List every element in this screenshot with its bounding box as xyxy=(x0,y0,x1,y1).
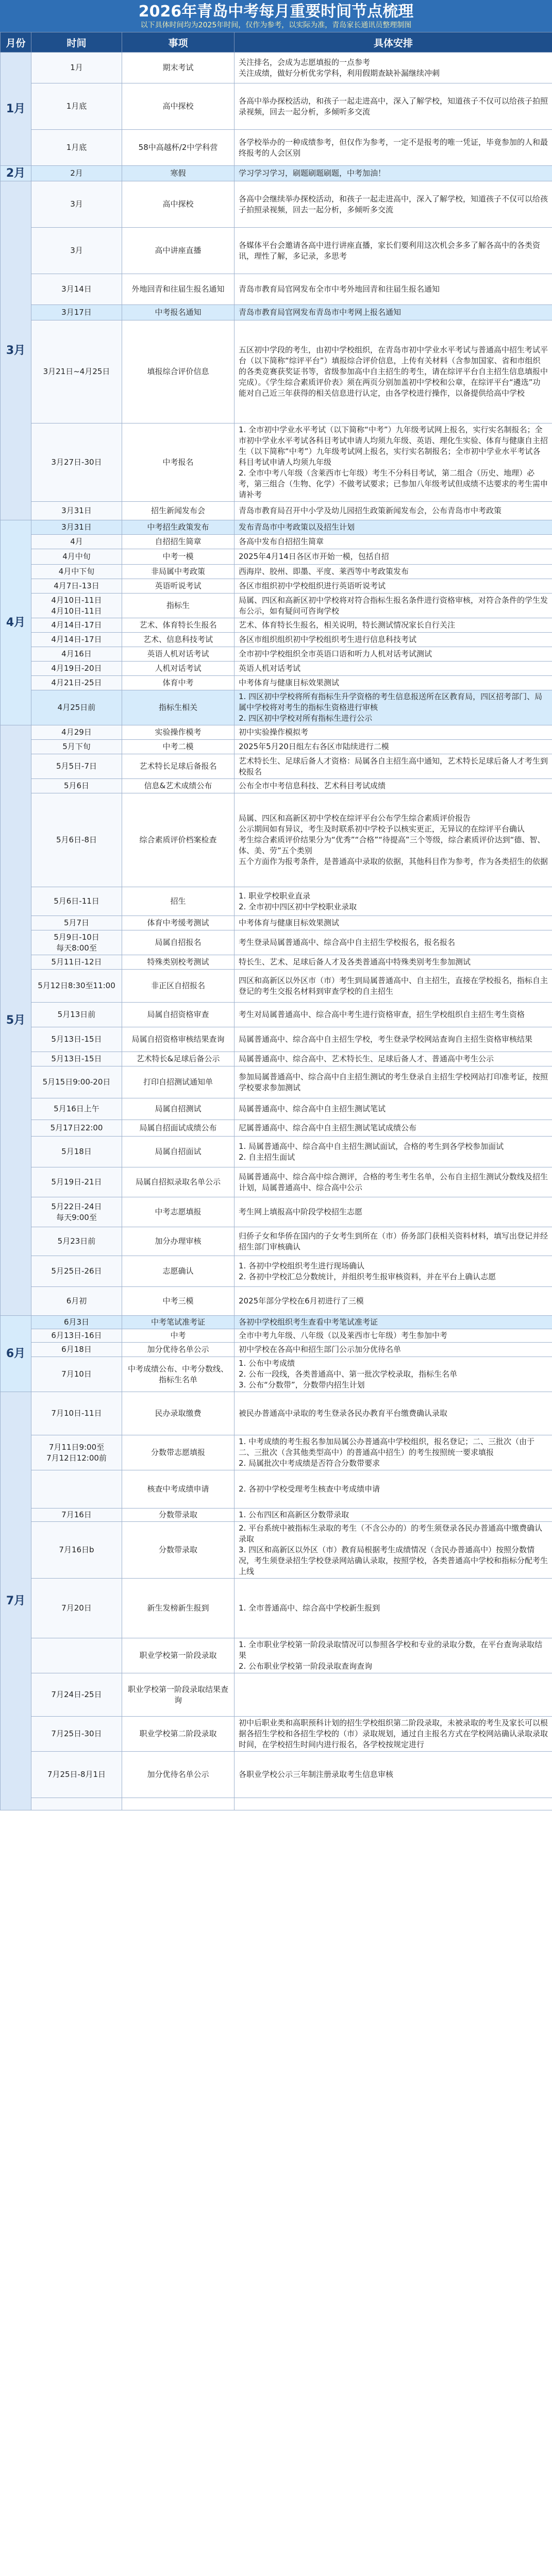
time-cell: 5月7日 xyxy=(31,916,122,930)
event-cell: 核查中考成绩申请 xyxy=(122,1470,235,1509)
event-cell: 中考三模 xyxy=(122,1287,235,1316)
event-cell: 特殊类别校考测试 xyxy=(122,955,235,970)
table-row xyxy=(1,1120,552,1137)
detail-cell: 参加局属普通高中、综合高中自主招生测试的考生登录自主招生学校网站打印准考证，按照学校要求参加测试 xyxy=(235,1066,552,1098)
table-row xyxy=(1,579,552,594)
event-cell: 中考笔试准考证 xyxy=(122,1316,235,1329)
detail-cell: 各职业学校公示三年制注册录取考生信息审核 xyxy=(235,1752,552,1798)
time-cell xyxy=(31,1638,122,1673)
detail-cell: 各区市组织组织初中学校组织考生进行信息科技考试 xyxy=(235,633,552,647)
table-row xyxy=(1,305,552,320)
table-row xyxy=(1,520,552,535)
table-row xyxy=(1,690,552,725)
table-row xyxy=(1,1287,552,1316)
time-cell: 5月23日前 xyxy=(31,1227,122,1256)
detail-cell: 尼属普通高中、综合高中自主招生测试笔试成绩公布 xyxy=(235,1120,552,1137)
event-cell: 民办录取缴费 xyxy=(122,1392,235,1435)
event-cell: 高中探校 xyxy=(122,181,235,228)
table-row xyxy=(1,1003,552,1027)
detail-cell: 1. 全市初中学业水平考试（以下简称“中考”）九年级考试网上报名，实行实名制报名；全市初中学业水平考试各科目考试申请人均须九年级、英语、理化生实验、体育与健康自主招生（以下简称“中考”）九年级考试网上报名，实行实名制报名；全市初中学业水平考试各科目考试申请人均须九年级 2. 全市中考八年级（含莱西市七年级）考生不分科目考试，第二组合（历史、地理）必考，第三组合（生物、化学）不做考试要求；已参加八年级考试但成绩不达要求的考生需申请补考 xyxy=(235,423,552,502)
event-cell: 中考二模 xyxy=(122,740,235,754)
event-cell: 中考招生政策发布 xyxy=(122,520,235,535)
detail-cell: 1. 全市职业学校第一阶段录取情况可以参照各学校和专业的录取分数，在平台查询录取结果 2. 公布职业学校第一阶段录取查询查询 xyxy=(235,1638,552,1673)
detail-cell: 全市中考九年级、八年级（以及莱西市七年级）考生参加中考 xyxy=(235,1329,552,1343)
detail-cell: 局属普通高中、综合高中自主招生测试笔试 xyxy=(235,1098,552,1120)
detail-cell: 初中学校在各高中和招生部门公示加分优待名单 xyxy=(235,1343,552,1357)
table-row xyxy=(1,793,552,887)
detail-cell: 1. 全市普通高中、综合高中学校新生报到 xyxy=(235,1579,552,1638)
table-row xyxy=(1,166,552,181)
table-row xyxy=(1,1197,552,1227)
month-cell: 7月 xyxy=(1,1392,31,1810)
time-cell: 5月22日-24日 每天9:00至 xyxy=(31,1197,122,1227)
table-row xyxy=(1,1717,552,1752)
time-cell: 3月14日 xyxy=(31,274,122,305)
table-row xyxy=(1,1343,552,1357)
detail-cell: 中考体育与健康目标效果测试 xyxy=(235,676,552,690)
time-cell: 5月下旬 xyxy=(31,740,122,754)
event-cell: 招生 xyxy=(122,887,235,916)
event-cell: 中考成绩公布、中考分数线、指标生名单 xyxy=(122,1357,235,1392)
table-header-row xyxy=(1,32,552,53)
event-cell: 英语听说考试 xyxy=(122,579,235,594)
detail-cell: 2025年5月20日组左右各区市陆续进行二模 xyxy=(235,740,552,754)
time-cell: 4月21日-25日 xyxy=(31,676,122,690)
detail-cell: 考生网上填报高中阶段学校招生志愿 xyxy=(235,1197,552,1227)
event-cell: 局属自招面试 xyxy=(122,1137,235,1167)
table-row xyxy=(1,535,552,549)
detail-cell: 艺术特长生、足球后备人才资格：局属各自主招生高中通知，艺术特长足球后备人才考生到校报名 xyxy=(235,754,552,779)
time-cell: 4月16日 xyxy=(31,647,122,662)
detail-cell: 中考体育与健康目标效果测试 xyxy=(235,916,552,930)
detail-cell: 被民办普通高中录取的考生登录各民办教育平台缴费确认录取 xyxy=(235,1392,552,1435)
detail-cell: 1. 四区初中学校将所有指标生升学资格的考生信息报送所在区教育局，四区招考部门、局属中学校将对考生的指标生资格进行审核 2. 四区初中学校对所有指标生进行公示 xyxy=(235,690,552,725)
event-cell: 实验操作模考 xyxy=(122,725,235,740)
table-row xyxy=(1,779,552,793)
table-row xyxy=(1,676,552,690)
event-cell: 局属自招面试成绩公布 xyxy=(122,1120,235,1137)
time-cell xyxy=(31,1470,122,1509)
time-cell: 3月 xyxy=(31,181,122,228)
detail-cell: 全市初中学校组织全市英语口语和听力人机对话考试测试 xyxy=(235,647,552,662)
event-cell: 外地回青和往届生报名通知 xyxy=(122,274,235,305)
table-row xyxy=(1,1752,552,1798)
time-cell: 7月10日-11日 xyxy=(31,1392,122,1435)
time-cell: 4月14日-17日 xyxy=(31,618,122,633)
time-cell: 7月25日-8月1日 xyxy=(31,1752,122,1798)
event-cell: 局属自招资格审核结果查询 xyxy=(122,1027,235,1052)
column-header-event: 事项 xyxy=(122,32,235,53)
event-cell: 填报综合评价信息 xyxy=(122,320,235,423)
detail-cell: 各高中举办探校活动，和孩子一起走进高中，深入了解学校，知道孩子不仅可以给孩子拍照录视频，回去一起分析，多倾听多交流 xyxy=(235,83,552,130)
event-cell: 分数带录取 xyxy=(122,1509,235,1522)
event-cell: 综合素质评价档案检查 xyxy=(122,793,235,887)
table-row xyxy=(1,1509,552,1522)
event-cell: 加分优待名单公示 xyxy=(122,1752,235,1798)
event-cell: 中考报名 xyxy=(122,423,235,502)
table-row xyxy=(1,1316,552,1329)
table-row xyxy=(1,1435,552,1470)
event-cell: 英语人机对话考试 xyxy=(122,647,235,662)
time-cell: 3月 xyxy=(31,228,122,274)
event-cell: 期末考试 xyxy=(122,53,235,83)
table-row xyxy=(1,1579,552,1638)
event-cell: 高中讲座直播 xyxy=(122,228,235,274)
time-cell: 5月13日前 xyxy=(31,1003,122,1027)
column-header-detail: 具体安排 xyxy=(235,32,552,53)
detail-cell: 局属、四区和高新区初中学校将对符合指标生报名条件进行资格审核，对符合条件的学生发布公示，如有疑问可咨询学校 xyxy=(235,594,552,618)
detail-cell: 青岛市教育局召开中小学及幼儿园招生政策新闻发布会，公布青岛市中考政策 xyxy=(235,502,552,520)
detail-cell: 五区初中学段的考生，由初中学校组织，在青岛市初中学业水平考试与普通高中招生考试平台（以下简称“综评平台”）填报综合评价信息，上传有关材料（含参加国家、省和市组织的各类竞赛获奖证书等，省级参加高中自主招生的考生，请在综评平台自主招生信息填报中完成）。《学生综合素质评价表》须在两页分别加盖初中学校和公章，在综评平台“遴选”功能对自己近三年获得的相关信息进行认定，由各学校进行操作，以备提供给高中学校 xyxy=(235,320,552,423)
event-cell: 局属自招拟录取名单公示 xyxy=(122,1167,235,1197)
table-row xyxy=(1,228,552,274)
detail-cell: 局属普通高中、综合高中综合测评，合格的考生考生名单，公布自主招生测试分数线及招生计划，局属普通高中、综合高中公示 xyxy=(235,1167,552,1197)
detail-cell: 1. 公布四区和高新区分数带录取 xyxy=(235,1509,552,1522)
detail-cell: 局属普通高中、综合高中自主招生学校，考生登录学校网站查询自主招生资格审核结果 xyxy=(235,1027,552,1052)
time-cell: 5月6日-8日 xyxy=(31,793,122,887)
time-cell: 5月16日上午 xyxy=(31,1098,122,1120)
event-cell: 打印自招测试通知单 xyxy=(122,1066,235,1098)
event-cell: 艺术特长&足球后备公示 xyxy=(122,1052,235,1066)
table-row xyxy=(1,887,552,916)
event-cell: 非正区自招报名 xyxy=(122,970,235,1003)
time-cell: 5月13日-15日 xyxy=(31,1052,122,1066)
event-cell: 职业学校第一阶段录取结果查询 xyxy=(122,1673,235,1717)
detail-cell: 1. 各初中学校组织考生进行现场确认 2. 各初中学校汇总分数统计，并组织考生报审核资料，并在平台上确认志愿 xyxy=(235,1256,552,1287)
time-cell: 7月20日 xyxy=(31,1579,122,1638)
event-cell: 局属自招报名 xyxy=(122,930,235,955)
detail-cell: 1. 公布中考成绩 2. 公布一段线，各类普通高中、第一批次学校录取，指标生名单 3. 公布“分数带”，分数带内招生计划 xyxy=(235,1357,552,1392)
table-row xyxy=(1,916,552,930)
detail-cell: 特长生、艺术、足球后备人才及各类普通高中特殊类别考生参加测试 xyxy=(235,955,552,970)
event-cell: 志愿确认 xyxy=(122,1256,235,1287)
page-subtitle: 以下具体时间均为2025年时间，仅作为参考，以实际为准，青岛家长通讯员整理制图 xyxy=(140,21,412,29)
time-cell: 5月18日 xyxy=(31,1137,122,1167)
detail-cell: 2025年部分学校在6月初进行了三模 xyxy=(235,1287,552,1316)
time-cell: 1月底 xyxy=(31,130,122,166)
table-row xyxy=(1,130,552,166)
time-cell: 7月24日-25日 xyxy=(31,1673,122,1717)
event-cell: 新生发榜新生报到 xyxy=(122,1579,235,1638)
table-row xyxy=(1,565,552,579)
table-row xyxy=(1,1392,552,1435)
detail-cell: 考生对局属普通高中、综合高中考生进行资格审查，招生学校组织自主招生考生资格 xyxy=(235,1003,552,1027)
table-row xyxy=(1,740,552,754)
time-cell: 3月21日~4月25日 xyxy=(31,320,122,423)
table-row xyxy=(1,955,552,970)
detail-cell: 学习学习学习，刷题刷题刷题，中考加油！ xyxy=(235,166,552,181)
detail-cell: 1. 职业学校职业直录 2. 全市初中四区初中学校职业录取 xyxy=(235,887,552,916)
table-row xyxy=(1,549,552,565)
detail-cell: 局属、四区和高新区初中学校在综评平台公布学生综合素质评价报告 公示期间如有异议，考生及时联系初中学校予以核实更正，无异议的在综评平台确认 考生综合素质评价结果分为“优秀”“合格”“待提高”三个等级，综合素质评价达到“德、智、体、美、劳”五个类别 五个方面作为报考条件，是普通高中录取的依据，其他科目作为参考，作为各类招生的依据 xyxy=(235,793,552,887)
event-cell: 指标生 xyxy=(122,594,235,618)
event-cell: 中考志愿填报 xyxy=(122,1197,235,1227)
page-title: 2026年青岛中考每月重要时间节点梳理 xyxy=(138,3,414,21)
time-cell: 4月19日-20日 xyxy=(31,662,122,676)
time-cell: 7月16日b xyxy=(31,1522,122,1579)
time-cell: 7月25日-30日 xyxy=(31,1717,122,1752)
table-row xyxy=(1,1673,552,1717)
time-cell: 3月17日 xyxy=(31,305,122,320)
schedule-table xyxy=(0,32,552,1810)
table-row xyxy=(1,274,552,305)
time-cell: 5月11日-12日 xyxy=(31,955,122,970)
table-row xyxy=(1,633,552,647)
time-cell: 6月18日 xyxy=(31,1343,122,1357)
detail-cell xyxy=(235,1798,552,1810)
table-row xyxy=(1,1052,552,1066)
detail-cell: 考生登录局属普通高中、综合高中自主招生学校报名，报名报名 xyxy=(235,930,552,955)
event-cell: 寒假 xyxy=(122,166,235,181)
month-cell: 6月 xyxy=(1,1316,31,1392)
column-header-month: 月份 xyxy=(1,32,31,53)
time-cell: 4月7日-13日 xyxy=(31,579,122,594)
table-row xyxy=(1,502,552,520)
table-row xyxy=(1,320,552,423)
detail-cell: 青岛市教育局官网发布青岛市中考网上报名通知 xyxy=(235,305,552,320)
event-cell: 信息&艺术成绩公布 xyxy=(122,779,235,793)
detail-cell: 2025年4月14日各区市开始一模，包括自招 xyxy=(235,549,552,565)
detail-cell: 初中实验操作模拟考 xyxy=(235,725,552,740)
time-cell: 7月16日 xyxy=(31,1509,122,1522)
event-cell xyxy=(122,1798,235,1810)
event-cell: 招生新闻发布会 xyxy=(122,502,235,520)
detail-cell: 各媒体平台会邀请各高中进行讲座直播，家长们要利用这次机会多多了解各高中的各类资讯，理性了解，多记录，多思考 xyxy=(235,228,552,274)
time-cell: 3月31日 xyxy=(31,502,122,520)
time-cell: 4月中下旬 xyxy=(31,565,122,579)
event-cell: 艺术、信息科技考试 xyxy=(122,633,235,647)
header xyxy=(0,0,552,32)
detail-cell: 归侨子女和华侨在国内的子女考生到所在（市）侨务部门获相关资料材料，填写出登记并经招生部门审核确认 xyxy=(235,1227,552,1256)
time-cell: 5月12日8:30至11:00 xyxy=(31,970,122,1003)
event-cell: 中考 xyxy=(122,1329,235,1343)
detail-cell: 2. 平台系统中被指标生录取的考生（不含公办的）的考生须登录各民办普通高中缴费确认录取 3. 四区和高新区以外区（市）教育局根据考生成绩情况（含民办普通高中）按照分数情况，考生须登录招生学校登录网站确认录取，按照学校，各类普通高中学校和指标分配考生上线 xyxy=(235,1522,552,1579)
table-row xyxy=(1,1167,552,1197)
event-cell: 加分优待名单公示 xyxy=(122,1343,235,1357)
detail-cell: 各初中学校组织考生查看中考笔试准考证 xyxy=(235,1316,552,1329)
table-row xyxy=(1,1066,552,1098)
event-cell: 中考报名通知 xyxy=(122,305,235,320)
time-cell: 4月10日-11日 4月10日-11日 xyxy=(31,594,122,618)
table-row xyxy=(1,1256,552,1287)
detail-cell: 2. 各初中学校受理考生核查中考成绩申请 xyxy=(235,1470,552,1509)
event-cell: 分数带录取 xyxy=(122,1522,235,1579)
table-row xyxy=(1,1470,552,1509)
month-cell: 4月 xyxy=(1,520,31,725)
time-cell: 6月3日 xyxy=(31,1316,122,1329)
event-cell: 人机对话考试 xyxy=(122,662,235,676)
table-body xyxy=(1,53,552,1810)
detail-cell: 局属普通高中、综合高中、艺术特长生、足球后备人才、普通高中考生公示 xyxy=(235,1052,552,1066)
time-cell: 5月17日22:00 xyxy=(31,1120,122,1137)
event-cell: 局属自招资格审查 xyxy=(122,1003,235,1027)
column-header-time: 时间 xyxy=(31,32,122,53)
detail-cell: 英语人机对话考试 xyxy=(235,662,552,676)
table-row xyxy=(1,662,552,676)
month-cell: 2月 xyxy=(1,166,31,181)
event-cell: 体育中考缓考测试 xyxy=(122,916,235,930)
time-cell: 5月6日-11日 xyxy=(31,887,122,916)
detail-cell: 四区和高新区以外区市（市）考生到局属普通高中、自主招生，直接在学校报名，指标自主登记的考生交报名材料到审查学校的自主招生 xyxy=(235,970,552,1003)
event-cell: 职业学校第一阶段录取 xyxy=(122,1638,235,1673)
detail-cell: 青岛市教育局官网发布全市中考外地回青和往届生报名通知 xyxy=(235,274,552,305)
table-row xyxy=(1,618,552,633)
time-cell: 5月19日-21日 xyxy=(31,1167,122,1197)
table-row xyxy=(1,930,552,955)
time-cell: 7月10日 xyxy=(31,1357,122,1392)
event-cell: 58中高越杯/2中学科营 xyxy=(122,130,235,166)
time-cell: 5月13日-15日 xyxy=(31,1027,122,1052)
event-cell: 职业学校第二阶段录取 xyxy=(122,1717,235,1752)
event-cell: 加分办理审核 xyxy=(122,1227,235,1256)
table-row xyxy=(1,1638,552,1673)
table-row xyxy=(1,754,552,779)
time-cell: 5月5日-7日 xyxy=(31,754,122,779)
time-cell: 5月25日-26日 xyxy=(31,1256,122,1287)
event-cell: 高中探校 xyxy=(122,83,235,130)
detail-cell: 发布青岛市中考政策以及招生计划 xyxy=(235,520,552,535)
detail-cell: 关注排名，会成为志愿填报的一点参考 关注成绩，做好分析优劣学科，利用假期查缺补漏继续冲刺 xyxy=(235,53,552,83)
table-row xyxy=(1,1027,552,1052)
time-cell: 6月13日-16日 xyxy=(31,1329,122,1343)
detail-cell: 各区市组织初中学校组织进行英语听说考试 xyxy=(235,579,552,594)
event-cell: 中考一模 xyxy=(122,549,235,565)
table-row xyxy=(1,594,552,618)
time-cell: 4月25日前 xyxy=(31,690,122,725)
month-cell: 1月 xyxy=(1,53,31,166)
detail-cell: 西海岸、胶州、即墨、平度、莱西等中考政策发布 xyxy=(235,565,552,579)
table-row xyxy=(1,725,552,740)
event-cell: 艺术、体育特长生报名 xyxy=(122,618,235,633)
table-row xyxy=(1,53,552,83)
detail-cell: 各学校举办的一种成绩参考，但仅作为参考，一定不是报考的唯一凭证，毕竟参加的人和最终报考的人会区别 xyxy=(235,130,552,166)
time-cell: 4月 xyxy=(31,535,122,549)
table-row xyxy=(1,1137,552,1167)
time-cell: 1月 xyxy=(31,53,122,83)
detail-cell: 公布全市中考信息科技、艺术科目考试成绩 xyxy=(235,779,552,793)
table-row xyxy=(1,970,552,1003)
detail-cell: 1. 局属普通高中、综合高中自主招生测试面试，合格的考生到各学校参加面试 2. 自主招生面试 xyxy=(235,1137,552,1167)
time-cell: 1月底 xyxy=(31,83,122,130)
time-cell: 4月中旬 xyxy=(31,549,122,565)
event-cell: 艺术特长足球后备报名 xyxy=(122,754,235,779)
event-cell: 体育中考 xyxy=(122,676,235,690)
detail-cell xyxy=(235,1673,552,1717)
time-cell: 5月15日9:00-20日 xyxy=(31,1066,122,1098)
time-cell: 5月9日-10日 每天8:00至 xyxy=(31,930,122,955)
table-row xyxy=(1,83,552,130)
table-row xyxy=(1,1522,552,1579)
detail-cell: 1. 中考成绩的考生报名参加局属公办普通高中学校组织，报名登记；二、三批次（由于二、三批次（含其他类型高中）的普通高中招生）的考生按照统一要求填报 2. 局属批次中考成绩是否符合分数带要求 xyxy=(235,1435,552,1470)
month-cell: 3月 xyxy=(1,181,31,520)
time-cell: 4月14日-17日 xyxy=(31,633,122,647)
time-cell: 3月27日-30日 xyxy=(31,423,122,502)
table-row xyxy=(1,423,552,502)
table-row xyxy=(1,181,552,228)
time-cell: 3月31日 xyxy=(31,520,122,535)
detail-cell: 各高中发布自招招生简章 xyxy=(235,535,552,549)
table-row xyxy=(1,1798,552,1810)
event-cell: 自招招生简章 xyxy=(122,535,235,549)
detail-cell: 各高中会继续举办探校活动，和孩子一起走进高中，深入了解学校，知道孩子不仅可以给孩子拍照录视频，回去一起分析，多倾听多交流 xyxy=(235,181,552,228)
detail-cell: 初中后职业类和高职预科计划的招生学校组织第二阶段录取，未被录取的考生及家长可以根据各招生学校和各招生学校的（市）录取规划，通过自主报名方式在学校网站确认录取录取时间，在学校招生时间内进行报名，各学校按规定进行 xyxy=(235,1717,552,1752)
time-cell: 6月初 xyxy=(31,1287,122,1316)
time-cell: 2月 xyxy=(31,166,122,181)
month-cell: 5月 xyxy=(1,725,31,1316)
time-cell xyxy=(31,1798,122,1810)
time-cell: 7月11日9:00至 7月12日12:00前 xyxy=(31,1435,122,1470)
table-row xyxy=(1,1227,552,1256)
event-cell: 指标生相关 xyxy=(122,690,235,725)
time-cell: 4月29日 xyxy=(31,725,122,740)
table-row xyxy=(1,647,552,662)
time-cell: 5月6日 xyxy=(31,779,122,793)
event-cell: 局属自招测试 xyxy=(122,1098,235,1120)
event-cell: 分数带志愿填报 xyxy=(122,1435,235,1470)
table-row xyxy=(1,1329,552,1343)
table-row xyxy=(1,1098,552,1120)
table-row xyxy=(1,1357,552,1392)
event-cell: 非局属中考政策 xyxy=(122,565,235,579)
detail-cell: 艺术、体育特长生报名，相关说明，特长测试情况家长自行关注 xyxy=(235,618,552,633)
